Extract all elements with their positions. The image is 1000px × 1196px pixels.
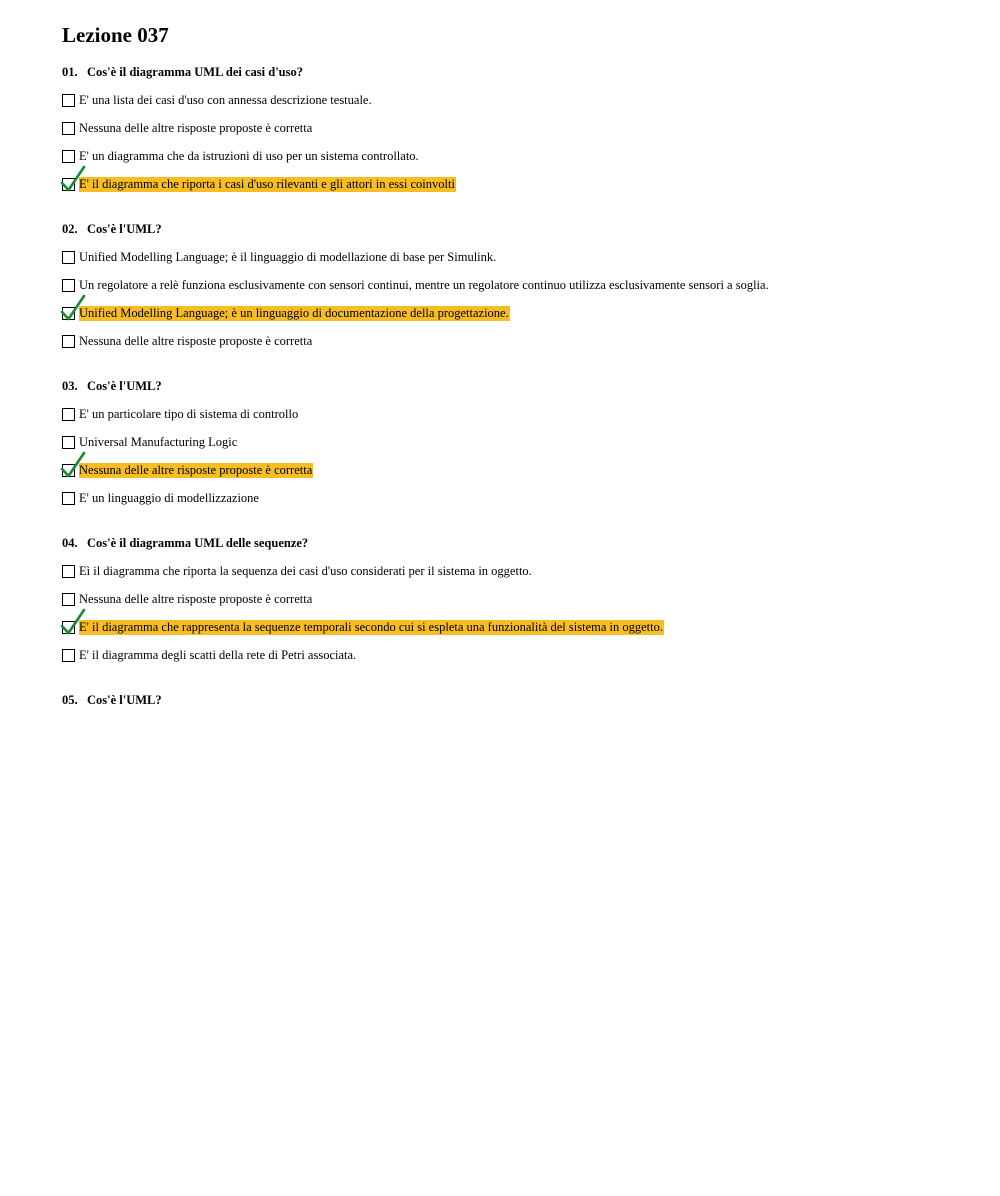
checkbox-icon[interactable]	[62, 94, 75, 107]
question-text: Cos'è il diagramma UML delle sequenze?	[87, 536, 309, 550]
checkbox-icon[interactable]	[62, 621, 75, 634]
checkbox-icon[interactable]	[62, 251, 75, 264]
answer-option[interactable]	[62, 400, 962, 428]
answer-list	[62, 86, 962, 198]
question-block	[62, 535, 962, 669]
question-heading	[62, 535, 962, 551]
checkbox-icon[interactable]	[62, 335, 75, 348]
question-block	[62, 221, 962, 355]
question-number: 04.	[62, 536, 78, 550]
answer-text: E' un particolare tipo di sistema di controllo	[79, 406, 299, 421]
answer-option[interactable]	[62, 142, 962, 170]
answer-text: Nessuna delle altre risposte proposte è corretta	[79, 120, 313, 135]
answer-text: Universal Manufacturing Logic	[79, 434, 238, 449]
answer-text: E' il diagramma degli scatti della rete di Petri associata.	[79, 647, 357, 662]
answer-option[interactable]	[62, 271, 962, 299]
answer-text: E' un diagramma che da istruzioni di uso per un sistema controllato.	[79, 148, 419, 163]
answer-text: E' una lista dei casi d'uso con annessa descrizione testuale.	[79, 92, 372, 107]
checkbox-icon[interactable]	[62, 122, 75, 135]
checkbox-icon[interactable]	[62, 150, 75, 163]
checkbox-icon[interactable]	[62, 408, 75, 421]
answer-option-correct[interactable]	[62, 456, 962, 484]
answer-option[interactable]	[62, 114, 962, 142]
answer-text: E' il diagramma che riporta i casi d'uso rilevanti e gli attori in essi coinvolti	[79, 176, 455, 191]
answer-option-correct[interactable]	[62, 299, 962, 327]
question-number: 05.	[62, 693, 78, 707]
checkbox-icon[interactable]	[62, 307, 75, 320]
answer-text: Unified Modelling Language; è un linguaggio di documentazione della progettazione.	[79, 305, 509, 320]
question-text: Cos'è l'UML?	[87, 379, 162, 393]
checkbox-icon[interactable]	[62, 279, 75, 292]
question-heading	[62, 64, 962, 80]
checkbox-icon[interactable]	[62, 436, 75, 449]
quiz-page	[62, 22, 962, 708]
answer-list	[62, 243, 962, 355]
answer-option-correct[interactable]	[62, 613, 962, 641]
checkbox-icon[interactable]	[62, 565, 75, 578]
question-heading	[62, 692, 962, 708]
answer-text: E' un linguaggio di modellizzazione	[79, 490, 259, 505]
question-block	[62, 692, 962, 708]
question-block	[62, 378, 962, 512]
answer-option[interactable]	[62, 327, 962, 355]
question-heading	[62, 378, 962, 394]
answer-text: Nessuna delle altre risposte proposte è corretta	[79, 333, 313, 348]
checkbox-icon[interactable]	[62, 464, 75, 477]
answer-option-correct[interactable]	[62, 170, 962, 198]
answer-text: Nessuna delle altre risposte proposte è corretta	[79, 591, 313, 606]
answer-text: Eì il diagramma che riporta la sequenza dei casi d'uso considerati per il sistema in oggetto.	[79, 563, 532, 578]
checkbox-icon[interactable]	[62, 492, 75, 505]
answer-option[interactable]	[62, 585, 962, 613]
answer-option[interactable]	[62, 484, 962, 512]
question-text: Cos'è l'UML?	[87, 222, 162, 236]
lesson-title: Lezione 037	[62, 23, 169, 47]
answer-text: Un regolatore a relè funziona esclusivamente con sensori continui, mentre un regolatore continuo utilizza esclusivamente sensori a soglia.	[79, 277, 769, 292]
answer-text: E' il diagramma che rappresenta la sequenze temporali secondo cui si espleta una funzionalità del sistema in oggetto.	[79, 619, 663, 634]
checkbox-icon[interactable]	[62, 649, 75, 662]
answer-option[interactable]	[62, 428, 962, 456]
question-number: 03.	[62, 379, 78, 393]
answer-option[interactable]	[62, 86, 962, 114]
answer-option[interactable]	[62, 641, 962, 669]
answer-list	[62, 557, 962, 669]
answer-list	[62, 400, 962, 512]
answer-option[interactable]	[62, 243, 962, 271]
question-heading	[62, 221, 962, 237]
answer-text: Unified Modelling Language; è il linguaggio di modellazione di base per Simulink.	[79, 249, 497, 264]
checkbox-icon[interactable]	[62, 593, 75, 606]
answer-option[interactable]	[62, 557, 962, 585]
question-list	[62, 64, 962, 708]
question-number: 02.	[62, 222, 78, 236]
answer-text: Nessuna delle altre risposte proposte è corretta	[79, 462, 313, 477]
question-number: 01.	[62, 65, 78, 79]
question-text: Cos'è il diagramma UML dei casi d'uso?	[87, 65, 303, 79]
checkbox-icon[interactable]	[62, 178, 75, 191]
question-text: Cos'è l'UML?	[87, 693, 162, 707]
question-block	[62, 64, 962, 198]
